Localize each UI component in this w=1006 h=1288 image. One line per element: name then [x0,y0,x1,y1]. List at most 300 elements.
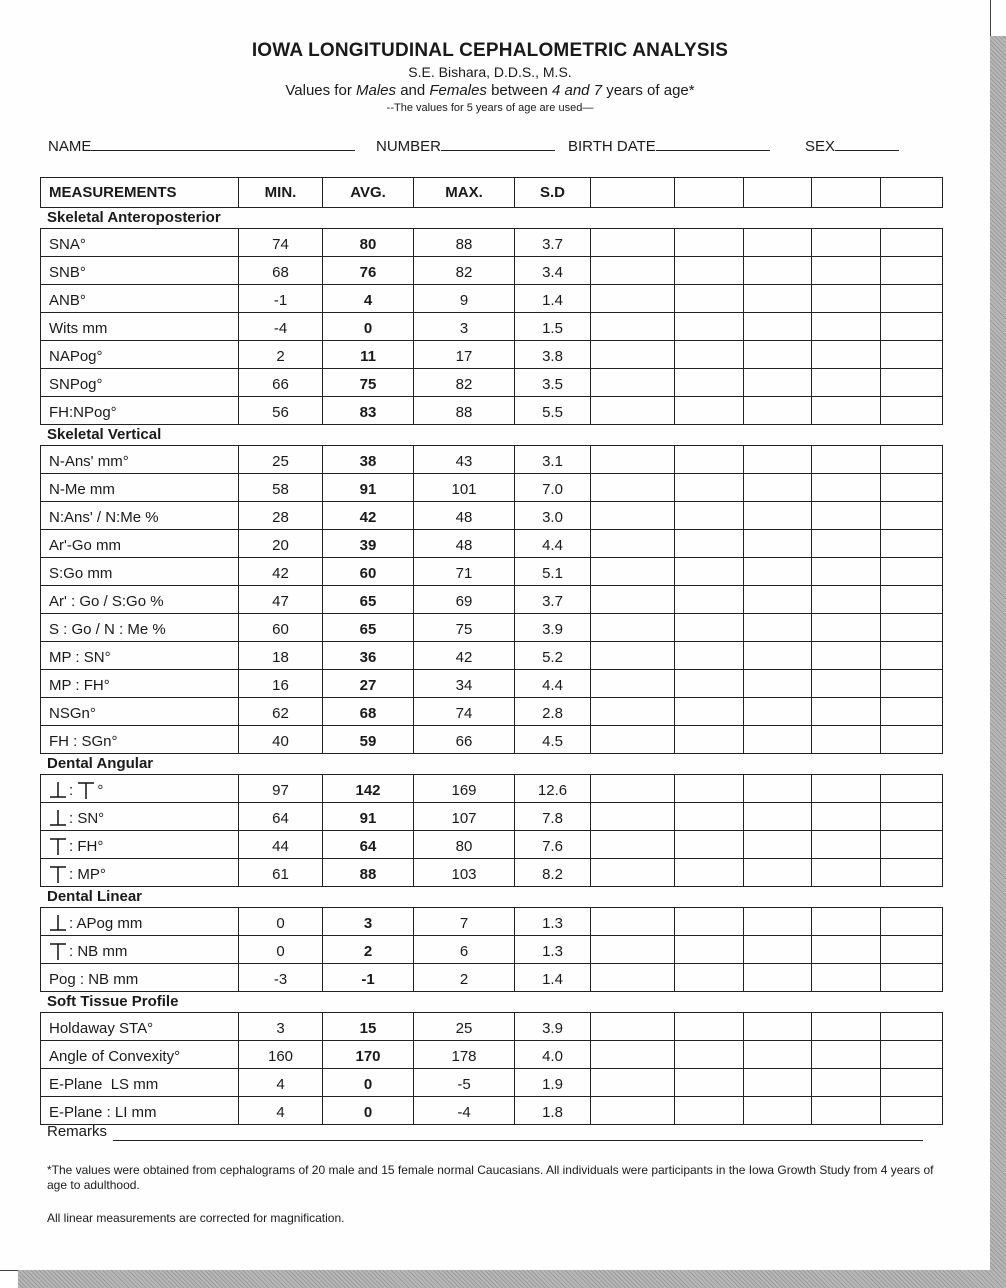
cell-blank-4[interactable] [811,670,880,697]
cell-blank-4[interactable] [811,698,880,725]
cell-blank-4[interactable] [811,586,880,613]
cell-sd: 7.0 [514,474,590,501]
cell-measurement [41,964,238,991]
cell-blank-1[interactable] [590,229,674,256]
cell-avg: 91 [322,803,413,830]
values-suffix: years of age* [606,82,695,99]
cell-measurement [41,586,238,613]
cell-min: 42 [238,558,322,585]
cell-blank-5[interactable] [880,474,942,501]
cell-blank-2[interactable] [674,502,743,529]
cell-blank-3[interactable] [743,474,811,501]
cell-avg: 65 [322,586,413,613]
cell-measurement [41,285,238,312]
cell-min: 56 [238,397,322,424]
cell-min: 3 [238,1013,322,1040]
cell-sd: 3.1 [514,446,590,473]
cell-measurement [41,474,238,501]
section-block [40,774,943,887]
cell-min: 20 [238,530,322,557]
table-header [40,177,943,208]
cell-blank-4[interactable] [811,285,880,312]
cell-sd: 2.8 [514,698,590,725]
cell-blank-3[interactable] [743,558,811,585]
cell-min: -4 [238,313,322,340]
table-row [41,368,942,396]
cell-avg: 0 [322,1097,413,1124]
cell-blank-5[interactable] [880,558,942,585]
cell-blank-2[interactable] [674,341,743,368]
cell-blank-4[interactable] [811,446,880,473]
cell-max: 3 [413,313,514,340]
cell-blank-5[interactable] [880,908,942,935]
cell-max: 43 [413,446,514,473]
cell-blank-5[interactable] [880,397,942,424]
cell-blank-5[interactable] [880,803,942,830]
cell-max: 82 [413,257,514,284]
cell-blank-3[interactable] [743,1097,811,1124]
cell-blank-5[interactable] [880,698,942,725]
cell-max: 6 [413,936,514,963]
cell-blank-1[interactable] [590,726,674,753]
section-title: Soft Tissue Profile [47,993,179,1010]
cell-blank-3[interactable] [743,670,811,697]
cell-measurement [41,446,238,473]
cell-blank-5[interactable] [880,341,942,368]
cell-sd: 4.0 [514,1041,590,1068]
cell-blank-4[interactable] [811,1013,880,1040]
cell-blank-5[interactable] [880,1069,942,1096]
measurement-label: MP : SN° [49,648,111,666]
cell-blank-5[interactable] [880,502,942,529]
cell-blank-3[interactable] [743,446,811,473]
number-field[interactable] [376,136,555,155]
cell-blank-4[interactable] [811,964,880,991]
cell-blank-2[interactable] [674,775,743,802]
cell-min: 97 [238,775,322,802]
table-row [41,312,942,340]
remarks-input-line[interactable] [113,1140,923,1141]
cell-blank-2[interactable] [674,397,743,424]
cell-avg: 0 [322,313,413,340]
cell-blank-3[interactable] [743,285,811,312]
cell-max: 48 [413,530,514,557]
cell-blank-2[interactable] [674,558,743,585]
measurement-label: SNPog° [49,375,103,393]
measurement-label: Holdaway STA° [49,1019,154,1037]
cell-measurement [41,229,238,256]
cell-blank-2[interactable] [674,530,743,557]
cell-blank-3[interactable] [743,1069,811,1096]
header-avg: AVG. [322,178,413,207]
cell-blank-1[interactable] [590,831,674,858]
name-field[interactable] [48,136,355,155]
cell-max: 2 [413,964,514,991]
cell-avg: 15 [322,1013,413,1040]
cell-blank-5[interactable] [880,1013,942,1040]
cell-blank-1[interactable] [590,908,674,935]
cell-blank-1[interactable] [590,530,674,557]
cell-avg: 65 [322,614,413,641]
cell-blank-3[interactable] [743,908,811,935]
cell-min: 44 [238,831,322,858]
cell-blank-3[interactable] [743,313,811,340]
header-blank-2 [674,178,743,207]
cell-measurement [41,530,238,557]
cell-blank-4[interactable] [811,775,880,802]
cell-min: 47 [238,586,322,613]
cell-blank-3[interactable] [743,964,811,991]
cell-blank-1[interactable] [590,313,674,340]
cell-blank-1[interactable] [590,257,674,284]
sex-field[interactable] [805,136,899,155]
cell-blank-3[interactable] [743,369,811,396]
cell-blank-5[interactable] [880,726,942,753]
cell-blank-3[interactable] [743,530,811,557]
upper-incisor-icon [49,864,67,884]
cell-max: 101 [413,474,514,501]
cell-blank-3[interactable] [743,397,811,424]
cell-blank-5[interactable] [880,775,942,802]
cell-sd: 3.9 [514,614,590,641]
cell-measurement [41,558,238,585]
cell-blank-1[interactable] [590,502,674,529]
cell-blank-2[interactable] [674,964,743,991]
cell-blank-3[interactable] [743,1013,811,1040]
cell-max: 7 [413,908,514,935]
cell-blank-5[interactable] [880,936,942,963]
cell-blank-5[interactable] [880,859,942,886]
cell-blank-4[interactable] [811,831,880,858]
cell-blank-4[interactable] [811,803,880,830]
cell-blank-2[interactable] [674,642,743,669]
cell-blank-5[interactable] [880,369,942,396]
table-row [41,641,942,669]
cell-avg: 75 [322,369,413,396]
cell-blank-2[interactable] [674,1013,743,1040]
cell-blank-1[interactable] [590,397,674,424]
measurement-label: : MP° [69,865,106,883]
cell-blank-5[interactable] [880,285,942,312]
cell-blank-2[interactable] [674,803,743,830]
cell-measurement [41,1041,238,1068]
cell-blank-5[interactable] [880,586,942,613]
cell-blank-3[interactable] [743,502,811,529]
cell-blank-4[interactable] [811,397,880,424]
values-and: and [400,82,426,99]
cell-blank-2[interactable] [674,474,743,501]
cell-blank-4[interactable] [811,229,880,256]
measurement-label: Wits mm [49,319,108,337]
cell-blank-4[interactable] [811,726,880,753]
cell-blank-5[interactable] [880,614,942,641]
cell-blank-1[interactable] [590,446,674,473]
cell-sd: 1.9 [514,1069,590,1096]
cell-blank-1[interactable] [590,586,674,613]
cell-min: 74 [238,229,322,256]
cell-blank-2[interactable] [674,285,743,312]
cell-blank-1[interactable] [590,670,674,697]
cell-avg: 60 [322,558,413,585]
birth-date-field[interactable] [568,136,770,155]
section-title: Dental Angular [47,755,154,772]
cell-max: 66 [413,726,514,753]
cell-blank-1[interactable] [590,1013,674,1040]
section-title: Skeletal Vertical [47,426,162,443]
table-row [41,473,942,501]
cell-blank-3[interactable] [743,1041,811,1068]
name-blank[interactable] [91,136,355,151]
cell-blank-5[interactable] [880,1041,942,1068]
cell-blank-1[interactable] [590,1097,674,1124]
cell-blank-3[interactable] [743,859,811,886]
cell-blank-2[interactable] [674,586,743,613]
cell-blank-4[interactable] [811,1069,880,1096]
cell-blank-4[interactable] [811,313,880,340]
patient-info-row [48,136,928,158]
cell-blank-4[interactable] [811,1041,880,1068]
cell-min: 64 [238,803,322,830]
sex-blank[interactable] [835,136,899,151]
cell-avg: 39 [322,530,413,557]
cell-blank-1[interactable] [590,614,674,641]
cell-min: 0 [238,936,322,963]
cell-blank-2[interactable] [674,859,743,886]
measurement-label: E-Plane LS mm [49,1075,159,1093]
cell-blank-3[interactable] [743,775,811,802]
cell-blank-2[interactable] [674,1069,743,1096]
header-blank-4 [811,178,880,207]
cell-blank-1[interactable] [590,341,674,368]
cell-blank-1[interactable] [590,803,674,830]
cell-blank-5[interactable] [880,642,942,669]
cell-blank-2[interactable] [674,670,743,697]
cell-avg: -1 [322,964,413,991]
footnote-magnification: All linear measurements are corrected for magnification. [47,1211,345,1225]
cell-sd: 1.5 [514,313,590,340]
table-row [41,585,942,613]
number-label: NUMBER [376,138,442,155]
cell-blank-3[interactable] [743,341,811,368]
cell-avg: 170 [322,1041,413,1068]
cell-min: 2 [238,341,322,368]
cell-blank-3[interactable] [743,698,811,725]
cell-blank-1[interactable] [590,936,674,963]
cell-measurement [41,257,238,284]
cell-sd: 3.9 [514,1013,590,1040]
measurement-label: : NB mm [69,942,128,960]
cell-sd: 1.3 [514,936,590,963]
cell-blank-2[interactable] [674,726,743,753]
page-title: IOWA LONGITUDINAL CEPHALOMETRIC ANALYSIS [251,40,729,61]
cell-blank-2[interactable] [674,936,743,963]
cell-max: 80 [413,831,514,858]
cell-blank-3[interactable] [743,614,811,641]
table-row [41,1040,942,1068]
cell-blank-2[interactable] [674,369,743,396]
cell-min: 4 [238,1069,322,1096]
measurement-label: NAPog° [49,347,103,365]
cell-sd: 3.4 [514,257,590,284]
table-row [41,501,942,529]
cell-blank-4[interactable] [811,936,880,963]
measurement-label: ANB° [49,291,86,309]
cell-blank-1[interactable] [590,775,674,802]
values-prefix: Values for [285,82,352,99]
cell-blank-5[interactable] [880,670,942,697]
cell-blank-1[interactable] [590,698,674,725]
cell-blank-1[interactable] [590,474,674,501]
upper-incisor-icon [49,941,67,961]
cell-blank-2[interactable] [674,313,743,340]
measurements-table [40,177,943,1125]
values-ages: 4 and 7 [551,82,603,99]
table-row [41,557,942,585]
cell-max: 25 [413,1013,514,1040]
cell-blank-5[interactable] [880,257,942,284]
cell-measurement [41,670,238,697]
cell-blank-3[interactable] [743,831,811,858]
section-block [40,907,943,992]
cell-blank-2[interactable] [674,614,743,641]
cell-blank-4[interactable] [811,502,880,529]
cell-avg: 59 [322,726,413,753]
header-min: MIN. [238,178,322,207]
cell-blank-3[interactable] [743,257,811,284]
cell-blank-3[interactable] [743,642,811,669]
cell-measurement [41,775,238,802]
cell-min: 68 [238,257,322,284]
cell-avg: 4 [322,285,413,312]
cell-blank-4[interactable] [811,642,880,669]
measurement-label: FH : SGn° [49,732,118,750]
measurement-label: SNA° [49,235,86,253]
cell-blank-4[interactable] [811,369,880,396]
cell-blank-5[interactable] [880,446,942,473]
cell-measurement [41,341,238,368]
cell-blank-4[interactable] [811,1097,880,1124]
cell-blank-1[interactable] [590,1069,674,1096]
cell-blank-1[interactable] [590,369,674,396]
cell-blank-3[interactable] [743,803,811,830]
section-title: Skeletal Anteroposterior [47,209,221,226]
cell-blank-4[interactable] [811,614,880,641]
cell-blank-2[interactable] [674,1041,743,1068]
cell-sd: 3.8 [514,341,590,368]
measurement-label: : SN° [69,809,105,827]
cell-blank-4[interactable] [811,530,880,557]
cell-blank-3[interactable] [743,586,811,613]
cell-min: -1 [238,285,322,312]
cell-blank-2[interactable] [674,257,743,284]
cell-max: -4 [413,1097,514,1124]
cell-blank-4[interactable] [811,558,880,585]
table-row [41,669,942,697]
measurement-label: S:Go mm [49,564,113,582]
cell-blank-5[interactable] [880,964,942,991]
cell-blank-3[interactable] [743,936,811,963]
cell-blank-5[interactable] [880,229,942,256]
cell-max: 88 [413,229,514,256]
table-row [41,229,942,256]
cell-measurement [41,859,238,886]
cell-avg: 83 [322,397,413,424]
cell-min: 61 [238,859,322,886]
cell-blank-2[interactable] [674,831,743,858]
cell-measurement [41,936,238,963]
header-measurements: MEASUREMENTS [49,184,177,201]
cell-max: 17 [413,341,514,368]
cell-blank-4[interactable] [811,908,880,935]
lower-incisor-icon [49,913,67,933]
measurement-label: N-Me mm [49,480,115,498]
cell-blank-1[interactable] [590,285,674,312]
cell-max: 82 [413,369,514,396]
table-row [41,858,942,886]
section-block [40,1012,943,1125]
footnote: *The values were obtained from cephalograms of 20 male and 15 female normal Caucasians. All individuals were participants in the Iowa Growth Study from 4 years of age to adulthood. [47,1163,934,1192]
cell-blank-1[interactable] [590,642,674,669]
cell-blank-1[interactable] [590,859,674,886]
upper-incisor-icon [77,780,95,800]
table-row [41,802,942,830]
cell-blank-5[interactable] [880,1097,942,1124]
measurement-label: FH:NPog° [49,403,117,421]
cell-blank-2[interactable] [674,1097,743,1124]
cell-avg: 42 [322,502,413,529]
number-blank[interactable] [441,136,555,151]
table-row [41,1013,942,1040]
measurement-label: Angle of Convexity° [49,1047,181,1065]
cell-blank-2[interactable] [674,698,743,725]
cell-blank-4[interactable] [811,341,880,368]
cell-blank-4[interactable] [811,257,880,284]
cell-avg: 64 [322,831,413,858]
cell-blank-4[interactable] [811,859,880,886]
cell-blank-5[interactable] [880,831,942,858]
measurement-label: NSGn° [49,704,96,722]
cell-blank-5[interactable] [880,530,942,557]
cell-blank-1[interactable] [590,558,674,585]
cell-max: -5 [413,1069,514,1096]
cell-blank-4[interactable] [811,474,880,501]
cell-blank-2[interactable] [674,229,743,256]
cell-max: 48 [413,502,514,529]
table-row [41,963,942,991]
cell-blank-5[interactable] [880,313,942,340]
header-blank-5 [880,178,942,207]
cell-sd: 1.4 [514,285,590,312]
lower-incisor-icon [49,808,67,828]
cell-min: 66 [238,369,322,396]
remarks-label: Remarks [47,1123,108,1140]
birth-date-blank[interactable] [656,136,770,151]
measurement-label: E-Plane : LI mm [49,1103,157,1121]
section-block [40,445,943,754]
cell-max: 34 [413,670,514,697]
cell-blank-3[interactable] [743,229,811,256]
cell-blank-2[interactable] [674,446,743,473]
cell-avg: 27 [322,670,413,697]
cell-blank-2[interactable] [674,908,743,935]
cell-blank-1[interactable] [590,1041,674,1068]
cell-sd: 7.6 [514,831,590,858]
name-label: NAME [48,138,92,155]
cell-blank-1[interactable] [590,964,674,991]
upper-incisor-icon [49,836,67,856]
cell-measurement [41,726,238,753]
cell-blank-3[interactable] [743,726,811,753]
